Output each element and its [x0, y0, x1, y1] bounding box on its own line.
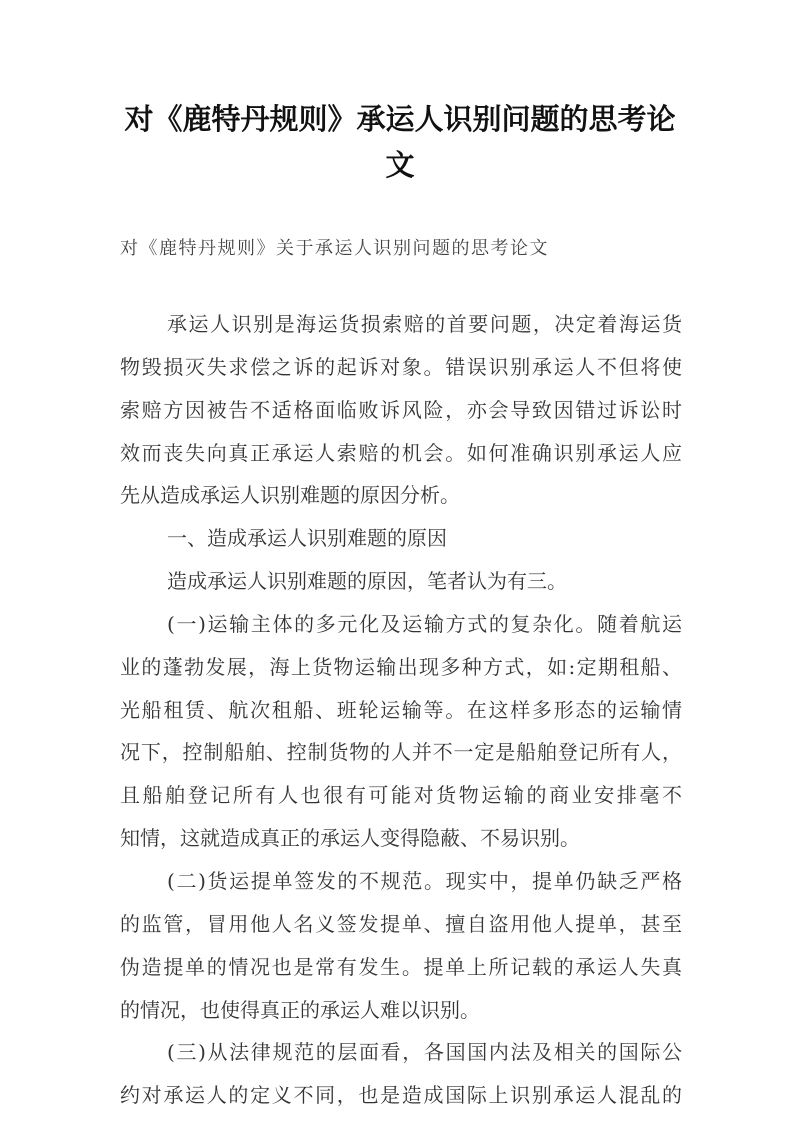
paragraph [120, 603, 682, 860]
paragraph-line: 光船租赁、航次租船、班轮运输等。在这样多形态的运输情 [120, 697, 682, 722]
document-subtitle: 对《鹿特丹规则》关于承运人识别问题的思考论文 [120, 238, 549, 259]
paragraph [120, 560, 682, 603]
paragraph-line: 况下，控制船舶、控制货物的人并不一定是船舶登记所有人， [120, 740, 682, 765]
document-body [120, 303, 682, 1117]
paragraph-line: 知情，这就造成真正的承运人变得隐蔽、不易识别。 [120, 826, 580, 851]
paragraph-line: 先从造成承运人识别难题的原因分析。 [120, 483, 460, 508]
paragraph-line: 业的蓬勃发展，海上货物运输出现多种方式，如:定期租船、 [120, 654, 682, 679]
paragraph-line: 约对承运人的定义不同，也是造成国际上识别承运人混乱的 [120, 1083, 682, 1108]
paragraph [120, 1031, 682, 1117]
paragraph-line: (二)货运提单签发的不规范。现实中，提单仍缺乏严格 [167, 868, 682, 893]
document-title [100, 96, 700, 188]
paragraph [120, 517, 682, 560]
paragraph-line: (一)运输主体的多元化及运输方式的复杂化。随着航运 [167, 611, 682, 636]
paragraph [120, 860, 682, 1031]
paragraph-line: 物毁损灭失求偿之诉的起诉对象。错误识别承运人不但将使 [120, 354, 682, 379]
paragraph-line: 效而丧失向真正承运人索赔的机会。如何准确识别承运人应 [120, 440, 682, 465]
paragraph-line: 承运人识别是海运货损索赔的首要问题，决定着海运货 [167, 312, 682, 336]
paragraph-line: 索赔方因被告不适格面临败诉风险，亦会导致因错过诉讼时 [120, 397, 682, 422]
paragraph-line: 伪造提单的情况也是常有发生。提单上所记载的承运人失真 [120, 954, 682, 979]
title-line-2: 文 [385, 148, 415, 182]
paragraph-line: 的情况，也使得真正的承运人难以识别。 [120, 997, 480, 1022]
paragraph-line: 造成承运人识别难题的原因，笔者认为有三。 [167, 569, 567, 594]
paragraph-line: (三)从法律规范的层面看，各国国内法及相关的国际公 [167, 1040, 682, 1065]
paragraph-line: 且船舶登记所有人也很有可能对货物运输的商业安排毫不 [120, 783, 682, 808]
paragraph [120, 303, 682, 517]
paragraph-line: 的监管，冒用他人名义签发提单、擅自盗用他人提单，甚至 [120, 911, 682, 936]
title-line-1: 对《鹿特丹规则》承运人识别问题的思考论 [124, 102, 676, 136]
paragraph-line: 一、造成承运人识别难题的原因 [167, 526, 447, 551]
